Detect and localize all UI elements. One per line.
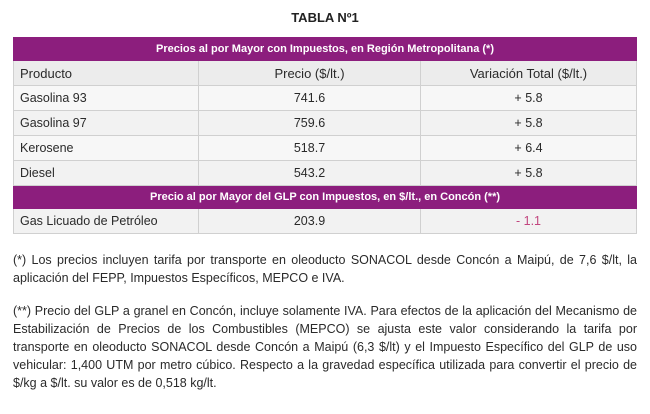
variation-cell: + 5.8	[421, 111, 637, 136]
product-cell: Gasolina 93	[14, 86, 199, 111]
section-band-metropolitana	[14, 38, 637, 61]
variation-cell: + 5.8	[421, 161, 637, 186]
footnote-1: (*) Los precios incluyen tarifa por transporte en oleoducto SONACOL desde Concón a Maipú, de 7,6 $/lt, la aplicación del FEPP, Impuestos Específicos, MEPCO e IVA.	[13, 253, 637, 285]
price-cell: 543.2	[199, 161, 421, 186]
product-cell: Gasolina 97	[14, 111, 199, 136]
table-row	[14, 136, 637, 161]
product-cell: Diesel	[14, 161, 199, 186]
section-band-label: Precio al por Mayor del GLP con Impuestos, en $/lt., en Concón (**)	[14, 186, 637, 209]
product-cell: Kerosene	[14, 136, 199, 161]
variation-cell: + 5.8	[421, 86, 637, 111]
table-row	[14, 111, 637, 136]
table-row	[14, 86, 637, 111]
variation-cell-negative: - 1.1	[421, 209, 637, 234]
table-title: TABLA Nº1	[291, 10, 359, 25]
header-precio: Precio ($/lt.)	[199, 61, 421, 86]
table-row-glp	[14, 209, 637, 234]
product-cell: Gas Licuado de Petróleo	[14, 209, 199, 234]
table-row	[14, 161, 637, 186]
price-table	[13, 37, 637, 234]
table-header-row	[14, 61, 637, 86]
section-band-label: Precios al por Mayor con Impuestos, en Región Metropolitana (*)	[14, 38, 637, 61]
header-producto: Producto	[14, 61, 199, 86]
header-variacion: Variación Total ($/lt.)	[421, 61, 637, 86]
footnote-2: (**) Precio del GLP a granel en Concón, incluye solamente IVA. Para efectos de la aplicación del Mecanismo de Estabilización de Precios de los Combustibles (MEPCO) se ajusta este valor considerando la tarifa por transporte en oleoducto SONACOL desde Concón a Maipú (6,3 $/lt) y el Impuesto Específico del GLP de uso vehicular: 1,400 UTM por metro cúbico. Respecto a la gravedad específica utilizada para convertir el precio de $/kg a $/lt. su valor es de 0,518 kg/lt.	[13, 304, 637, 390]
price-cell: 741.6	[199, 86, 421, 111]
variation-cell: + 6.4	[421, 136, 637, 161]
price-cell: 759.6	[199, 111, 421, 136]
price-cell: 518.7	[199, 136, 421, 161]
section-band-glp	[14, 186, 637, 209]
price-cell: 203.9	[199, 209, 421, 234]
